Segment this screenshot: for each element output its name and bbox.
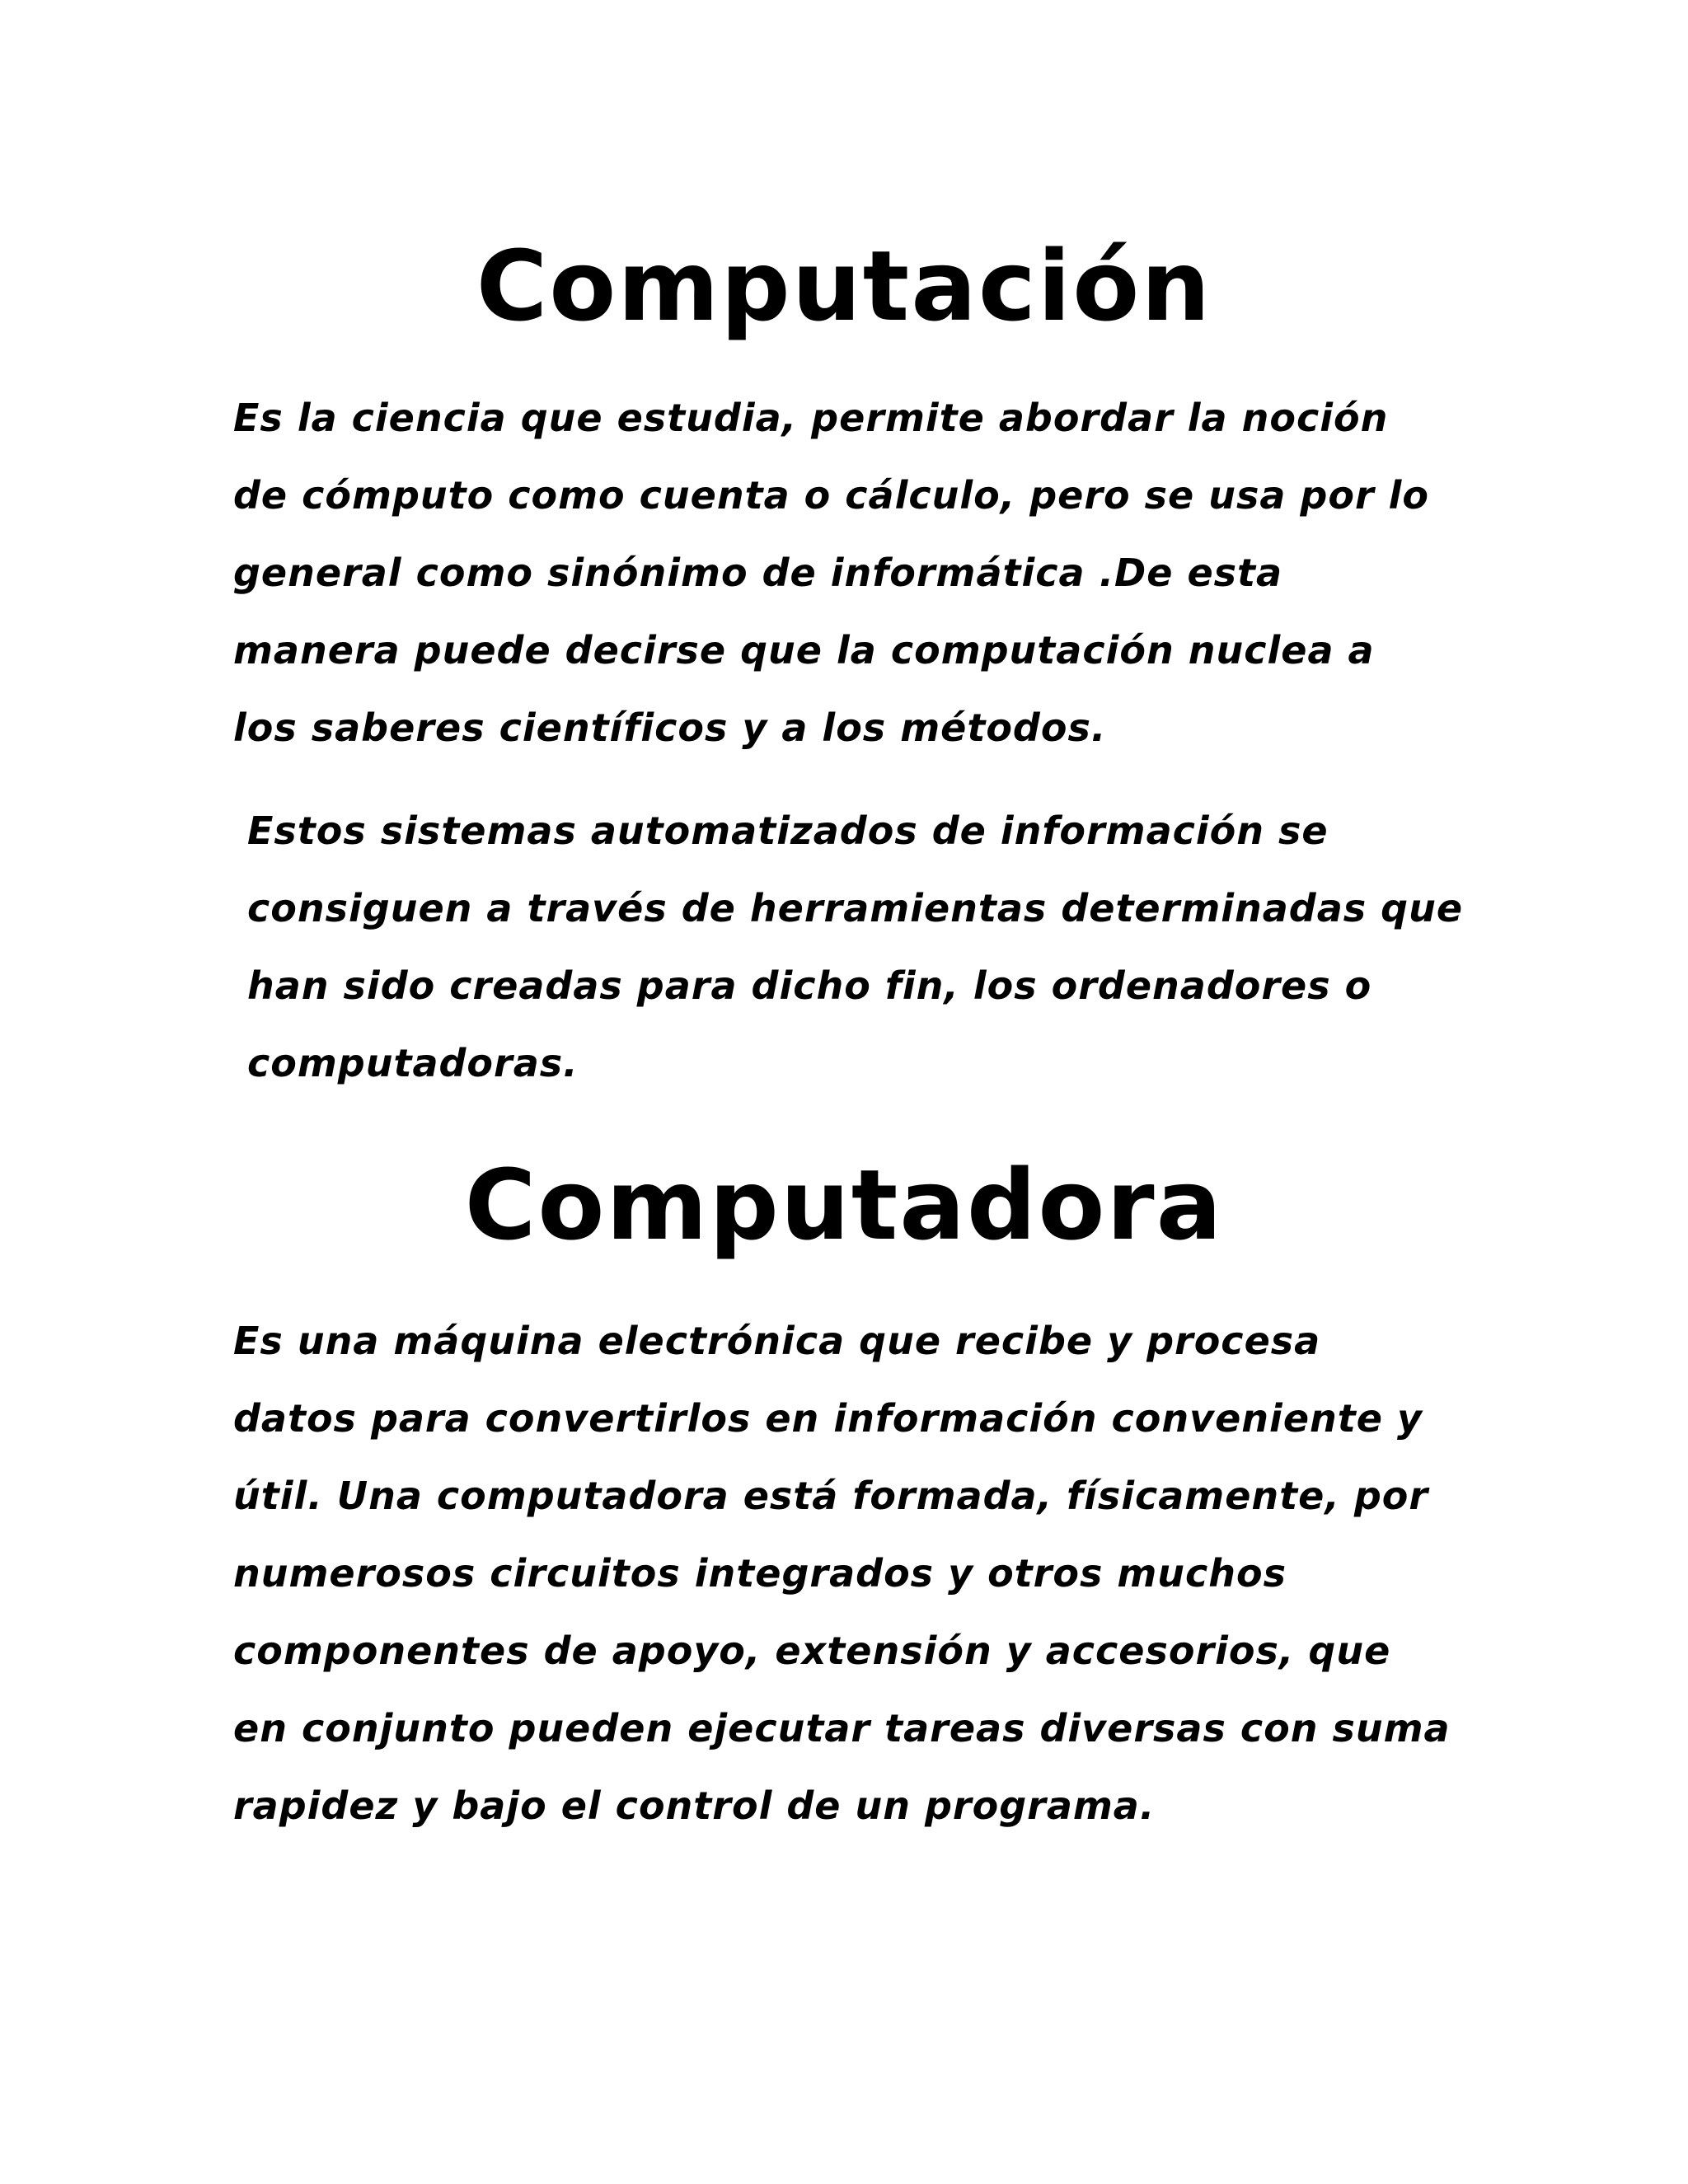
text-line: Estos sistemas automatizados de información se (247, 808, 1329, 853)
paragraph-computadora-definition (233, 1302, 1453, 1844)
text-line: los saberes científicos y a los métodos. (233, 705, 1107, 750)
text-line: numerosos circuitos integrados y otros muchos (233, 1551, 1287, 1596)
text-line: Es la ciencia que estudia, permite abordar la noción (233, 396, 1389, 440)
heading-computacion: Computación (476, 229, 1212, 343)
text-line: manera puede decirse que la computación nuclea a (233, 628, 1375, 673)
text-line: de cómputo como cuenta o cálculo, pero se usa por lo (233, 473, 1430, 518)
text-line: componentes de apoyo, extensión y accesorios, que (233, 1629, 1391, 1673)
heading-computadora: Computadora (464, 1148, 1224, 1262)
text-line: en conjunto pueden ejecutar tareas diversas con suma (233, 1706, 1451, 1750)
text-line: rapidez y bajo el control de un programa. (233, 1783, 1156, 1828)
text-line: consiguen a través de herramientas determinadas que (247, 886, 1464, 930)
text-line: datos para convertirlos en información conveniente y (233, 1396, 1423, 1441)
text-line: útil. Una computadora está formada, físicamente, por (233, 1474, 1429, 1518)
paragraph-computacion-definition (233, 379, 1453, 766)
text-line: Es una máquina electrónica que recibe y procesa (233, 1319, 1321, 1363)
text-line: computadoras. (247, 1041, 579, 1085)
text-line: general como sinónimo de informática .De esta (233, 551, 1283, 595)
text-line: han sido creadas para dicho fin, los ordenadores o (247, 963, 1372, 1008)
paragraph-sistemas-automatizados (247, 792, 1467, 1102)
